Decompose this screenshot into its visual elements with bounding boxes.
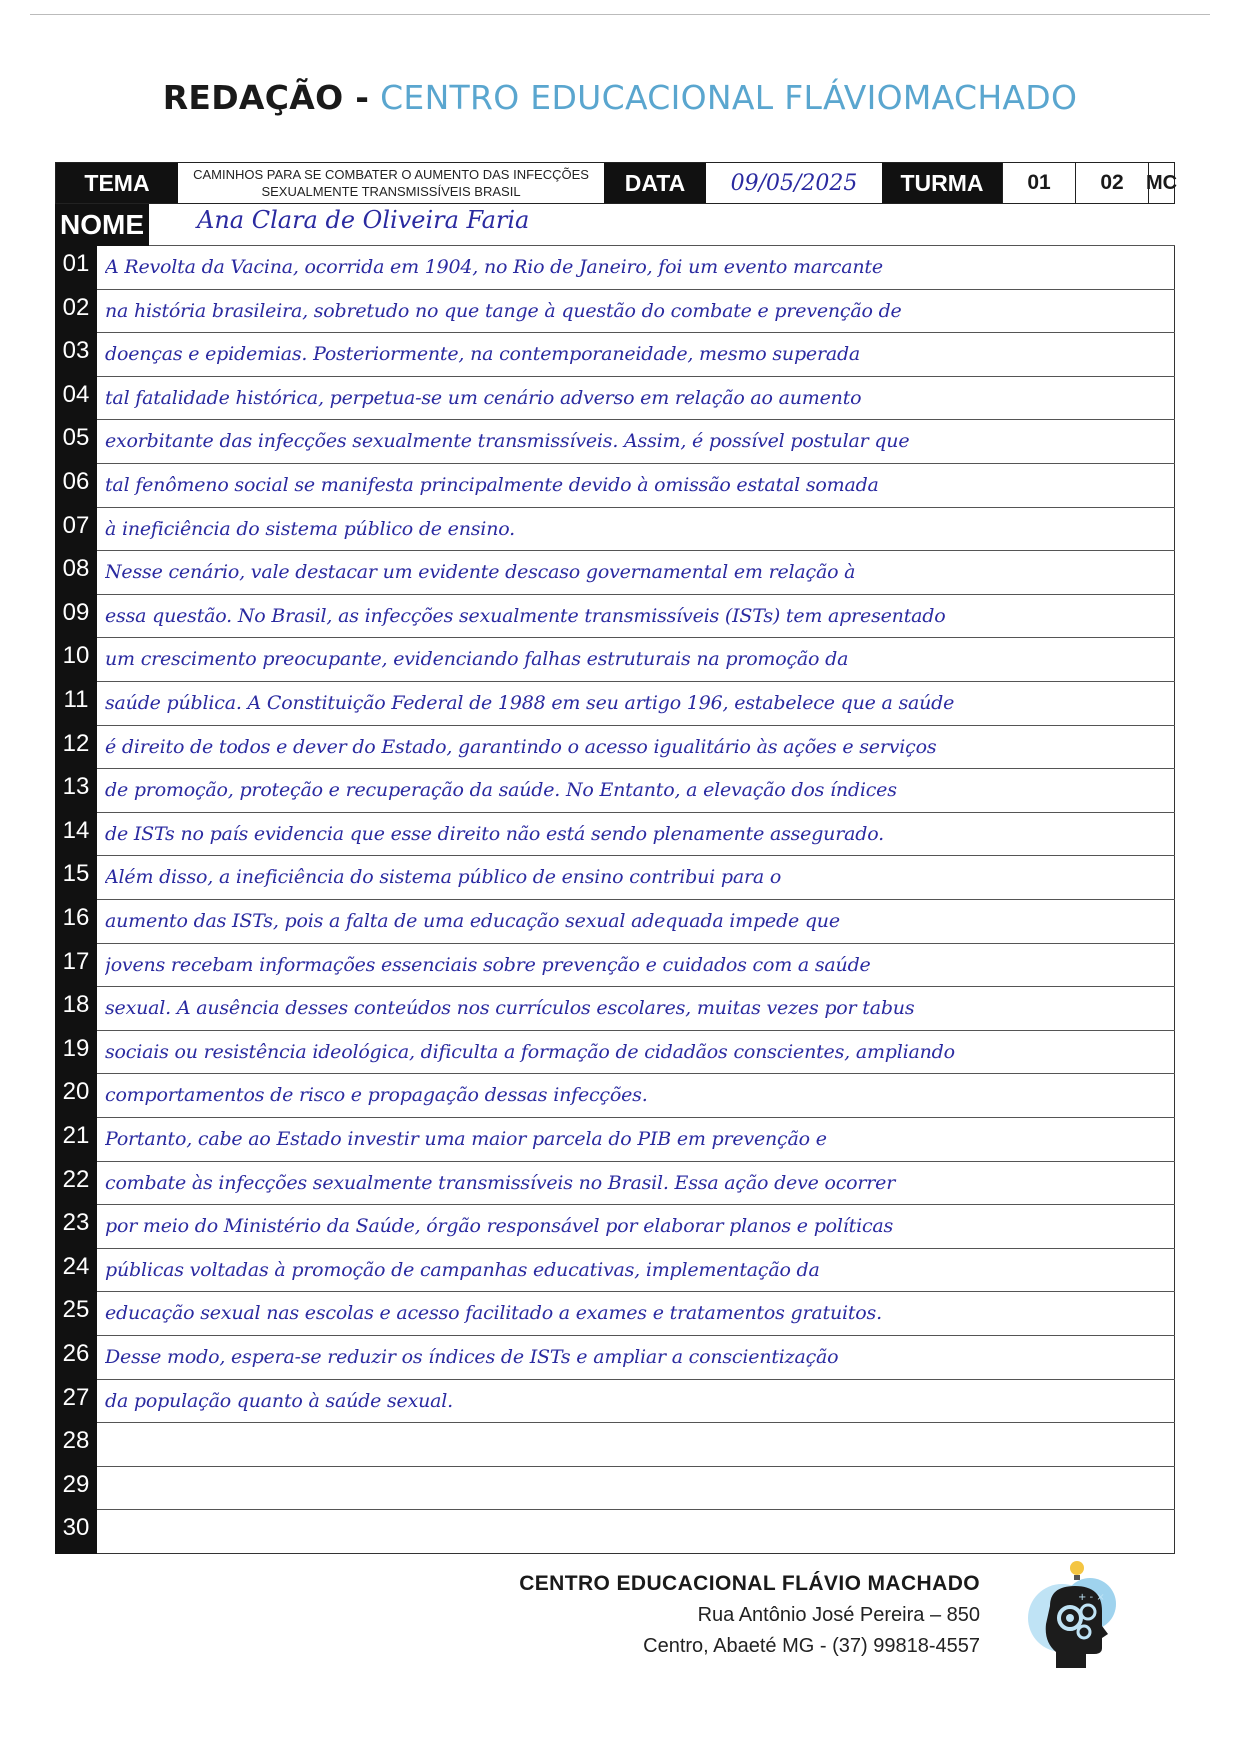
line-number: 06: [62, 468, 90, 495]
line-number: 21: [62, 1122, 90, 1149]
line-text: Nesse cenário, vale destacar um evidente descaso governamental em relação à: [105, 561, 856, 584]
essay-line-18[interactable]: [55, 987, 1175, 1031]
line-number: 16: [62, 904, 90, 931]
line-text: é direito de todos e dever do Estado, garantindo o acesso igualitário às ações e serviços: [105, 735, 937, 758]
line-text: por meio do Ministério da Saúde, órgão responsável por elaborar planos e políticas: [105, 1215, 894, 1238]
line-text: A Revolta da Vacina, ocorrida em 1904, no Rio de Janeiro, foi um evento marcante: [105, 256, 883, 278]
line-number: 05: [62, 424, 90, 452]
essay-line-30[interactable]: [55, 1510, 1175, 1554]
line-number: 07: [62, 511, 90, 539]
essay-line-16[interactable]: [55, 900, 1175, 944]
line-text: um crescimento preocupante, evidenciando falhas estruturais na promoção da: [105, 648, 849, 671]
essay-line-25[interactable]: [55, 1292, 1175, 1336]
line-number: 01: [62, 250, 90, 277]
tema-text: CAMINHOS PARA SE COMBATER O AUMENTO DAS INFECÇÕES SEXUALMENTE TRANSMISSÍVEIS BRASIL: [193, 167, 589, 199]
essay-line-13[interactable]: [55, 769, 1175, 813]
page-title-bold: REDAÇÃO -: [162, 78, 370, 117]
essay-line-12[interactable]: [55, 726, 1175, 770]
line-number: 09: [62, 598, 90, 626]
footer-address: Rua Antônio José Pereira – 850: [697, 1604, 980, 1626]
line-text: tal fatalidade histórica, perpetua-se um cenário adverso em relação ao aumento: [105, 386, 862, 409]
essay-line-09[interactable]: [55, 595, 1175, 639]
turma-option-01[interactable]: 01: [1002, 163, 1075, 203]
line-number: 22: [62, 1165, 90, 1193]
line-number: 04: [62, 380, 90, 408]
line-text: exorbitante das infecções sexualmente transmissíveis. Assim, é possível postular que: [105, 430, 910, 453]
line-text: jovens recebam informações essenciais sobre prevenção e cuidados com a saúde: [105, 953, 871, 976]
line-text: comportamentos de risco e propagação dessas infecções.: [105, 1084, 648, 1107]
top-rule: [30, 14, 1210, 15]
line-text: da população quanto à saúde sexual.: [105, 1389, 453, 1412]
essay-line-26[interactable]: [55, 1336, 1175, 1380]
line-number: 10: [62, 642, 90, 670]
essay-line-23[interactable]: [55, 1205, 1175, 1249]
line-text: doenças e epidemias. Posteriormente, na contemporaneidade, mesmo superada: [105, 343, 861, 366]
line-number: 03: [62, 337, 90, 365]
line-text: de promoção, proteção e recuperação da saúde. No Entanto, a elevação dos índices: [105, 779, 897, 802]
page-title-school: CENTRO EDUCACIONAL FLÁVIOMACHADO: [380, 78, 1078, 117]
footer: [440, 1572, 980, 1658]
line-number: 02: [62, 293, 90, 321]
line-number: 15: [62, 860, 90, 888]
line-text: à ineficiência do sistema público de ensino.: [105, 517, 515, 540]
line-number: 23: [62, 1209, 90, 1237]
bottom-border: [97, 1553, 1175, 1554]
line-number: 12: [62, 729, 90, 757]
nome-field[interactable]: Ana Clara de Oliveira Faria: [197, 206, 530, 234]
line-text: de ISTs no país evidencia que esse direito não está sendo plenamente assegurado.: [105, 822, 884, 845]
essay-line-28[interactable]: [55, 1423, 1175, 1467]
line-text: sociais ou resistência ideológica, dificulta a formação de cidadãos conscientes, ampliando: [105, 1040, 955, 1063]
line-text: essa questão. No Brasil, as infecções sexualmente transmissíveis (ISTs) tem apresentado: [105, 604, 946, 627]
essay-line-05[interactable]: [55, 420, 1175, 464]
essay-line-01[interactable]: [55, 246, 1175, 290]
essay-line-06[interactable]: [55, 464, 1175, 508]
line-text: tal fenômeno social se manifesta principalmente devido à omissão estatal somada: [105, 474, 879, 496]
essay-line-24[interactable]: [55, 1249, 1175, 1293]
essay-line-10[interactable]: [55, 638, 1175, 682]
line-number: 28: [62, 1427, 90, 1455]
line-text: Além disso, a ineficiência do sistema público de ensino contribui para o: [105, 866, 782, 889]
footer-city-phone: Centro, Abaeté MG - (37) 99818-4557: [643, 1635, 980, 1657]
turma-label: TURMA: [882, 163, 1002, 203]
essay-line-20[interactable]: [55, 1074, 1175, 1118]
line-text: públicas voltadas à promoção de campanhas educativas, implementação da: [105, 1258, 820, 1281]
line-number: 30: [62, 1514, 90, 1542]
line-text: Portanto, cabe ao Estado investir uma maior parcela do PIB em prevenção e: [105, 1128, 827, 1150]
essay-line-04[interactable]: [55, 377, 1175, 421]
essay-line-17[interactable]: [55, 944, 1175, 988]
footer-school-name: CENTRO EDUCACIONAL FLÁVIO MACHADO: [519, 1572, 980, 1595]
line-number: 08: [62, 555, 90, 583]
header-row: [55, 162, 1178, 204]
essay-line-19[interactable]: [55, 1031, 1175, 1075]
essay-sheet: [55, 162, 1178, 1554]
essay-line-07[interactable]: [55, 508, 1175, 552]
line-number: 20: [62, 1078, 90, 1106]
svg-text:+ - ×: + - ×: [1078, 1592, 1105, 1603]
line-number: 26: [62, 1340, 90, 1367]
essay-line-08[interactable]: [55, 551, 1175, 595]
line-number: 29: [62, 1470, 90, 1498]
essay-line-22[interactable]: [55, 1162, 1175, 1206]
line-number: 24: [62, 1252, 90, 1280]
essay-line-15[interactable]: [55, 856, 1175, 900]
nome-label: NOME: [55, 204, 149, 246]
line-number: 18: [62, 991, 90, 1019]
line-number: 14: [62, 816, 90, 844]
essay-line-29[interactable]: [55, 1467, 1175, 1511]
line-text: na história brasileira, sobretudo no que tange à questão do combate e prevenção de: [105, 299, 902, 322]
line-number: 27: [62, 1383, 90, 1411]
line-text: sexual. A ausência desses conteúdos nos currículos escolares, muitas vezes por tabus: [105, 997, 915, 1020]
page-title: [0, 78, 1240, 117]
line-text: Desse modo, espera-se reduzir os índices de ISTs e ampliar a conscientização: [105, 1346, 839, 1368]
data-label: DATA: [604, 163, 706, 203]
tema-label: TEMA: [56, 163, 178, 203]
essay-line-02[interactable]: [55, 290, 1175, 334]
line-text: combate às infecções sexualmente transmissíveis no Brasil. Essa ação deve ocorrer: [105, 1171, 896, 1194]
essay-line-03[interactable]: [55, 333, 1175, 377]
essay-line-21[interactable]: [55, 1118, 1175, 1162]
line-text: aumento das ISTs, pois a falta de uma educação sexual adequada impede que: [105, 910, 840, 932]
line-text: educação sexual nas escolas e acesso facilitado a exames e tratamentos gratuitos.: [105, 1302, 882, 1325]
turma-option-02[interactable]: 02: [1075, 163, 1148, 203]
line-number: 25: [62, 1296, 90, 1324]
essay-line-11[interactable]: [55, 682, 1175, 726]
head-gears-lightbulb-icon: [1020, 1556, 1130, 1676]
essay-line-14[interactable]: [55, 813, 1175, 857]
line-number: 19: [62, 1034, 90, 1062]
line-number: 13: [62, 773, 90, 801]
data-field[interactable]: 09/05/2025: [730, 170, 858, 196]
line-number: 17: [62, 947, 90, 975]
line-number: 11: [63, 686, 89, 713]
turma-option-mc[interactable]: MC: [1148, 163, 1174, 203]
line-text: saúde pública. A Constituição Federal de 1988 em seu artigo 196, estabelece que a saúde: [105, 692, 955, 714]
essay-line-27[interactable]: [55, 1380, 1175, 1424]
